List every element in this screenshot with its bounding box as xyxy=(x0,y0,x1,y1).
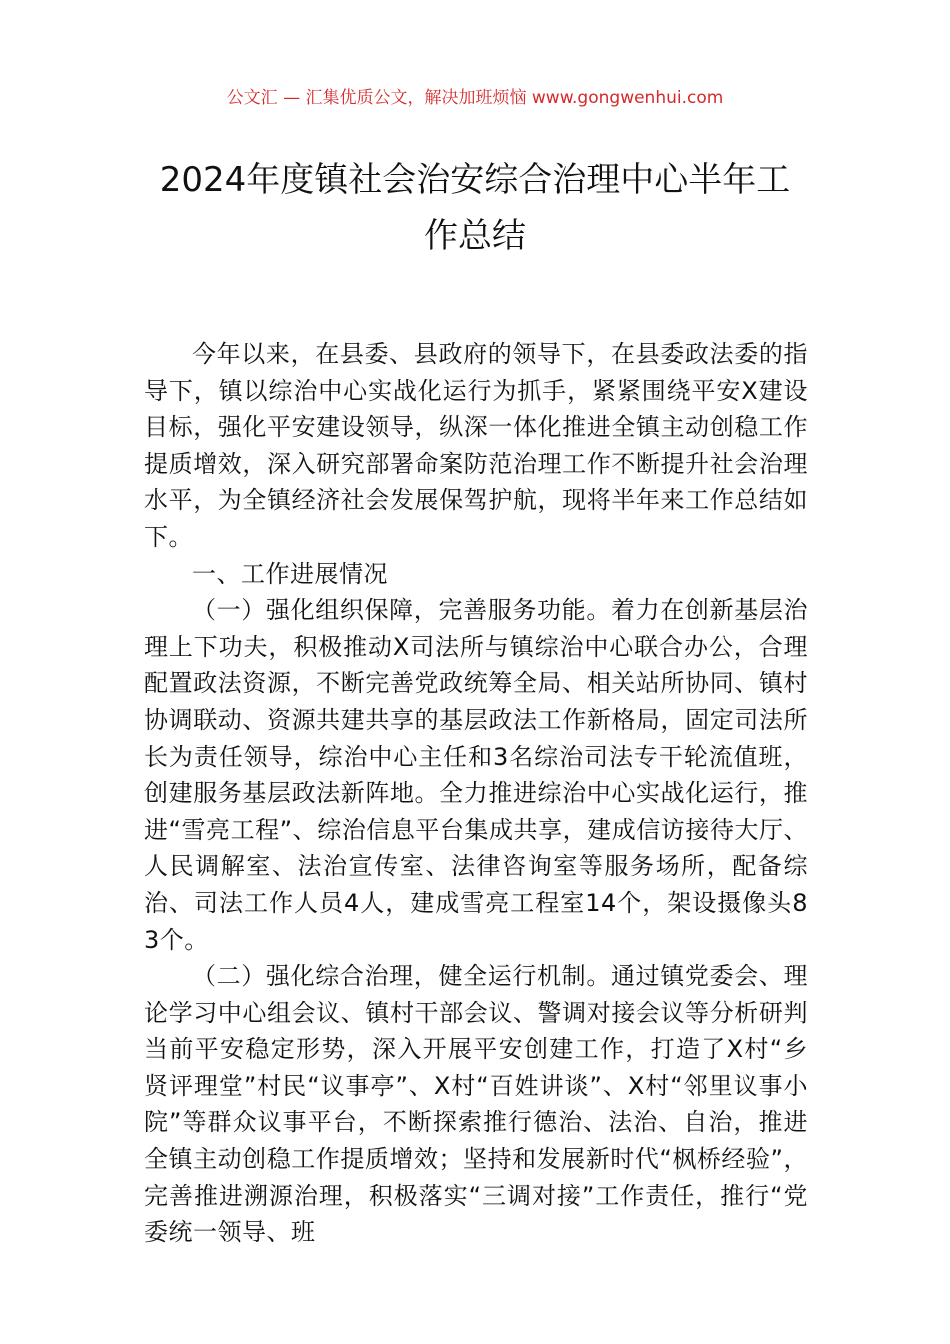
paragraph-comprehensive-governance: （二）强化综合治理，健全运行机制。通过镇党委会、理论学习中心组会议、镇村干部会议、警调对接会议等分析研判当前平安稳定形势，深入开展平安创建工作，打造了X村“乡贤评理堂”村民“议事亭”、X村“百姓讲谈”、X村“邻里议事小院”等群众议事平台，不断探索推行德治、法治、自治，推进全镇主动创稳工作提质增效；坚持和发展新时代“枫桥经验”，完善推进溯源治理，积极落实“三调对接”工作责任，推行“党委统一领导、班 xyxy=(144,962,808,1247)
paragraph-organization-guarantee: （一）强化组织保障，完善服务功能。着力在创新基层治理上下功夫，积极推动X司法所与镇综治中心联合办公，合理配置政法资源，不断完善党政统筹全局、相关站所协同、镇村协调联动、资源共建共享的基层政法工作新格局，固定司法所长为责任领导，综治中心主任和3名综治司法专干轮流值班，创建服务基层政法新阵地。全力推进综治中心实战化运行，推进“雪亮工程”、综治信息平台集成共享，建成信访接待大厅、人民调解室、法治宣传室、法律咨询室等服务场所，配备综治、司法工作人员4人，建成雪亮工程室14个，架设摄像头83个。 xyxy=(144,596,808,954)
paragraph-intro: 今年以来，在县委、县政府的领导下，在县委政法委的指导下，镇以综治中心实战化运行为抓手，紧紧围绕平安X建设目标，强化平安建设领导，纵深一体化推进全镇主动创稳工作提质增效，深入研究部署命案防范治理工作不断提升社会治理水平，为全镇经济社会发展保驾护航，现将半年来工作总结如下。 xyxy=(144,340,808,551)
document-title xyxy=(110,152,840,264)
document-title-line-1: 2024年度镇社会治安综合治理中心半年工 xyxy=(159,160,791,200)
document-body xyxy=(144,336,808,1251)
document-title-line-2: 作总结 xyxy=(424,216,526,256)
header-banner: 公文汇 — 汇集优质公文，解决加班烦恼 www.gongwenhui.com xyxy=(226,88,724,108)
section-heading-progress: 一、工作进展情况 xyxy=(192,559,388,588)
